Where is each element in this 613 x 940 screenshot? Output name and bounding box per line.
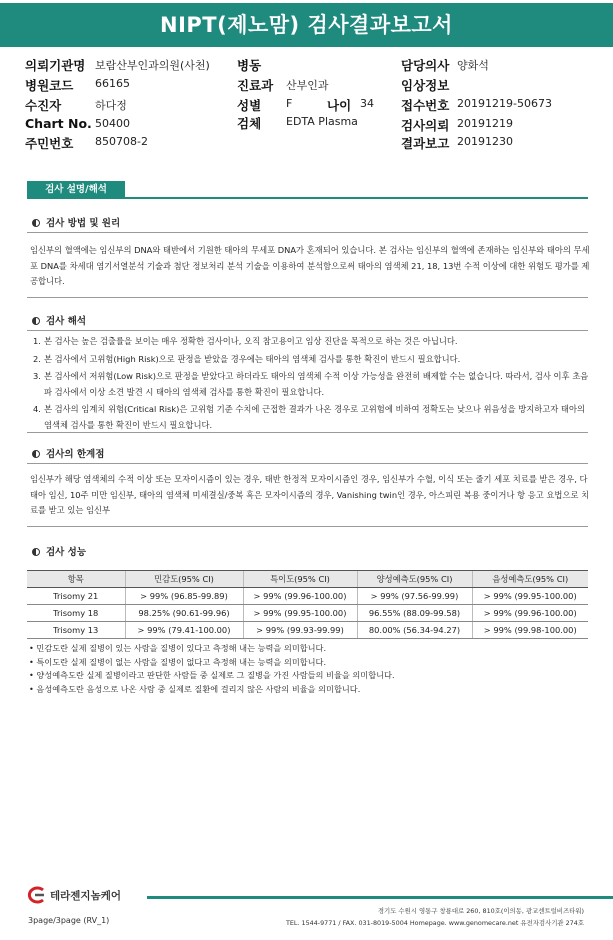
list-item: 4. 본 검사의 임계치 위험(Critical Risk)은 고위험 기준 수치에 근접한 결과가 나온 경우로 고위험에 비하여 정확도는 낮으나 위음성을 방지하고자 태아의 염색체 검사를 통한 확진이 반드시 필요합니다. (33, 404, 585, 430)
divider (27, 526, 588, 527)
patient-info (0, 52, 613, 152)
table-row (27, 605, 588, 622)
request-date-value: 20191219 (457, 117, 513, 130)
recipient-value: 하다정 (95, 99, 127, 112)
divider (27, 330, 588, 331)
interpretation-heading-text: 검사 해석 (46, 316, 87, 327)
sex-value: F (286, 97, 293, 110)
table-header-row (27, 571, 588, 588)
note-item: • 음성예측도란 음성으로 나온 사람 중 실제로 질환에 걸리지 않은 사람의 비율을 의미합니다. (29, 683, 361, 694)
company-address (286, 905, 584, 929)
list-item: 2. 본 검사에서 고위험(High Risk)으로 판정을 받았을 경우에는 태아의 염색체 검사를 통한 확진이 반드시 필요합니다. (33, 353, 461, 364)
table-cell: > 99% (99.93-99.99) (243, 622, 357, 639)
genome-logo-icon (24, 886, 46, 904)
table-cell: > 99% (99.98-100.00) (472, 622, 588, 639)
table-cell: > 99% (99.95-100.00) (243, 605, 357, 622)
address-line: 경기도 수원시 영통구 창룡대로 260, 810호(이의동, 광교센트럴비즈타워) (377, 907, 584, 915)
limitations-heading (32, 446, 104, 460)
section-header (27, 181, 588, 199)
performance-heading-text: 검사 성능 (46, 547, 87, 558)
table-cell: > 99% (99.96-100.00) (243, 588, 357, 605)
hospital-code-value: 66165 (95, 77, 130, 90)
logo-text: 테라젠지놈케어 (50, 890, 122, 902)
column-header: 특이도(95% CI) (243, 571, 357, 588)
table-cell: 96.55% (88.09-99.58) (357, 605, 472, 622)
method-heading-text: 검사 방법 및 원리 (46, 218, 121, 229)
table-row (27, 622, 588, 639)
list-item: 1. 본 검사는 높은 검출률을 보이는 매우 정확한 검사이나, 오직 참고용이고 임상 진단을 목적으로 하는 것은 아닙니다. (33, 336, 458, 346)
performance-heading (32, 544, 86, 558)
table-cell: > 99% (96.85-99.89) (125, 588, 243, 605)
receipt-no-label: 접수번호 (401, 98, 450, 113)
method-text: 임신부의 혈액에는 임신부의 DNA와 태반에서 기원한 태아의 무세포 DNA가 혼재되어 있습니다. 본 검사는 임신부의 혈액에 존재하는 임신부와 태아의 무세포 DNA를 차세대 염기서열분석 기술과 첨단 정보처리 분석 기술을 이용하여 분석함으로써 태아의 염색체 21, 18, 13번 수적 이상에 대한 위험도 평가를 제공합니다. (30, 245, 590, 286)
performance-notes (29, 642, 395, 696)
table-cell: 98.25% (90.61-99.96) (125, 605, 243, 622)
institution-value: 보람산부인과의원(사천) (95, 59, 210, 72)
column-header: 민감도(95% CI) (125, 571, 243, 588)
list-item: 3. 본 검사에서 저위험(Low Risk)으로 판정을 받았다고 하더라도 태아의 염색체 수적 이상 가능성을 완전히 배제할 수는 없습니다. 따라서, 검사 이후 초음파 검사에서 이상 소견 발견 시 태아의 염색체 검사를 통한 확진이 필요합니다. (33, 371, 589, 397)
limitations-heading-text: 검사의 한계점 (46, 449, 105, 460)
performance-table (27, 570, 588, 639)
table-cell: Trisomy 18 (27, 605, 125, 622)
half-circle-bullet-icon (32, 548, 40, 556)
department-label: 진료과 (237, 78, 274, 93)
table-cell: Trisomy 13 (27, 622, 125, 639)
divider (27, 232, 588, 233)
note-item: • 양성예측도란 실제 질병이라고 판단한 사람들 중 실제로 그 질병을 가진 사람들의 비율을 의미합니다. (29, 670, 395, 680)
note-item: • 특이도란 실제 질병이 없는 사람을 질병이 없다고 측정해 내는 능력을 의미합니다. (29, 656, 327, 667)
report-title: NIPT(제노맘) 검사결과보고서 (0, 3, 613, 47)
divider (27, 297, 588, 298)
chart-no-value: 50400 (95, 117, 130, 130)
table-cell: > 99% (99.96-100.00) (472, 605, 588, 622)
half-circle-bullet-icon (32, 317, 40, 325)
hospital-code-label: 병원코드 (25, 78, 74, 93)
doctor-value: 양화석 (457, 59, 489, 72)
table-cell: Trisomy 21 (27, 588, 125, 605)
request-date-label: 검사의뢰 (401, 118, 450, 133)
column-header: 항목 (27, 571, 125, 588)
specimen-value: EDTA Plasma (286, 115, 358, 128)
column-header: 음성예측도(95% CI) (472, 571, 588, 588)
section-title: 검사 설명/해석 (27, 181, 125, 199)
report-date-label: 결과보고 (401, 136, 450, 151)
interpretation-heading (32, 313, 86, 327)
recipient-label: 수진자 (25, 98, 62, 113)
half-circle-bullet-icon (32, 219, 40, 227)
receipt-no-value: 20191219-50673 (457, 97, 552, 110)
method-heading (32, 215, 120, 229)
doctor-label: 담당의사 (401, 58, 450, 73)
ward-label: 병동 (237, 58, 262, 73)
table-row (27, 588, 588, 605)
table-cell: > 99% (97.56-99.99) (357, 588, 472, 605)
resident-no-value: 850708-2 (95, 135, 148, 148)
divider (27, 432, 588, 433)
age-value: 34 (360, 97, 374, 110)
footer-divider (147, 896, 613, 899)
age-label: 나이 (327, 98, 352, 113)
half-circle-bullet-icon (32, 450, 40, 458)
report-date-value: 20191230 (457, 135, 513, 148)
resident-no-label: 주민번호 (25, 136, 74, 151)
table-cell: > 99% (99.95-100.00) (472, 588, 588, 605)
contact-line: TEL. 1544-9771 / FAX. 031-8019-5004 Homepage. www.genomecare.net 유전자검사기관 274호 (285, 919, 584, 927)
page-number: 3page/3page (RV_1) (28, 916, 110, 925)
limitations-text: 임신부가 해당 염색체의 수적 이상 또는 모자이시즘이 있는 경우, 태반 한정적 모자이시즘인 경우, 임신부가 수혈, 이식 또는 줄기 세포 치료를 받은 경우, 다태아 임신, 10주 미만 임신부, 태아의 염색체 미세결실/중복 혹은 모자이시즘의 경우, Vanishing twin인 경우, 아스피린 복용 중이거나 항 응고 요법으로 치료를 받고 있는 임신부 (30, 474, 590, 515)
table-cell: > 99% (79.41-100.00) (125, 622, 243, 639)
specimen-label: 검체 (237, 116, 262, 131)
note-item: • 민감도란 실제 질병이 있는 사람을 질병이 있다고 측정해 내는 능력을 의미합니다. (29, 643, 327, 653)
interpretation-list (33, 334, 591, 435)
chart-no-label: Chart No. (25, 116, 92, 131)
institution-label: 의뢰기관명 (25, 58, 86, 73)
sex-label: 성별 (237, 98, 262, 113)
column-header: 양성예측도(95% CI) (357, 571, 472, 588)
table-cell: 80.00% (56.34-94.27) (357, 622, 472, 639)
divider (27, 463, 588, 464)
department-value: 산부인과 (286, 79, 329, 92)
clinical-info-label: 임상정보 (401, 78, 450, 93)
